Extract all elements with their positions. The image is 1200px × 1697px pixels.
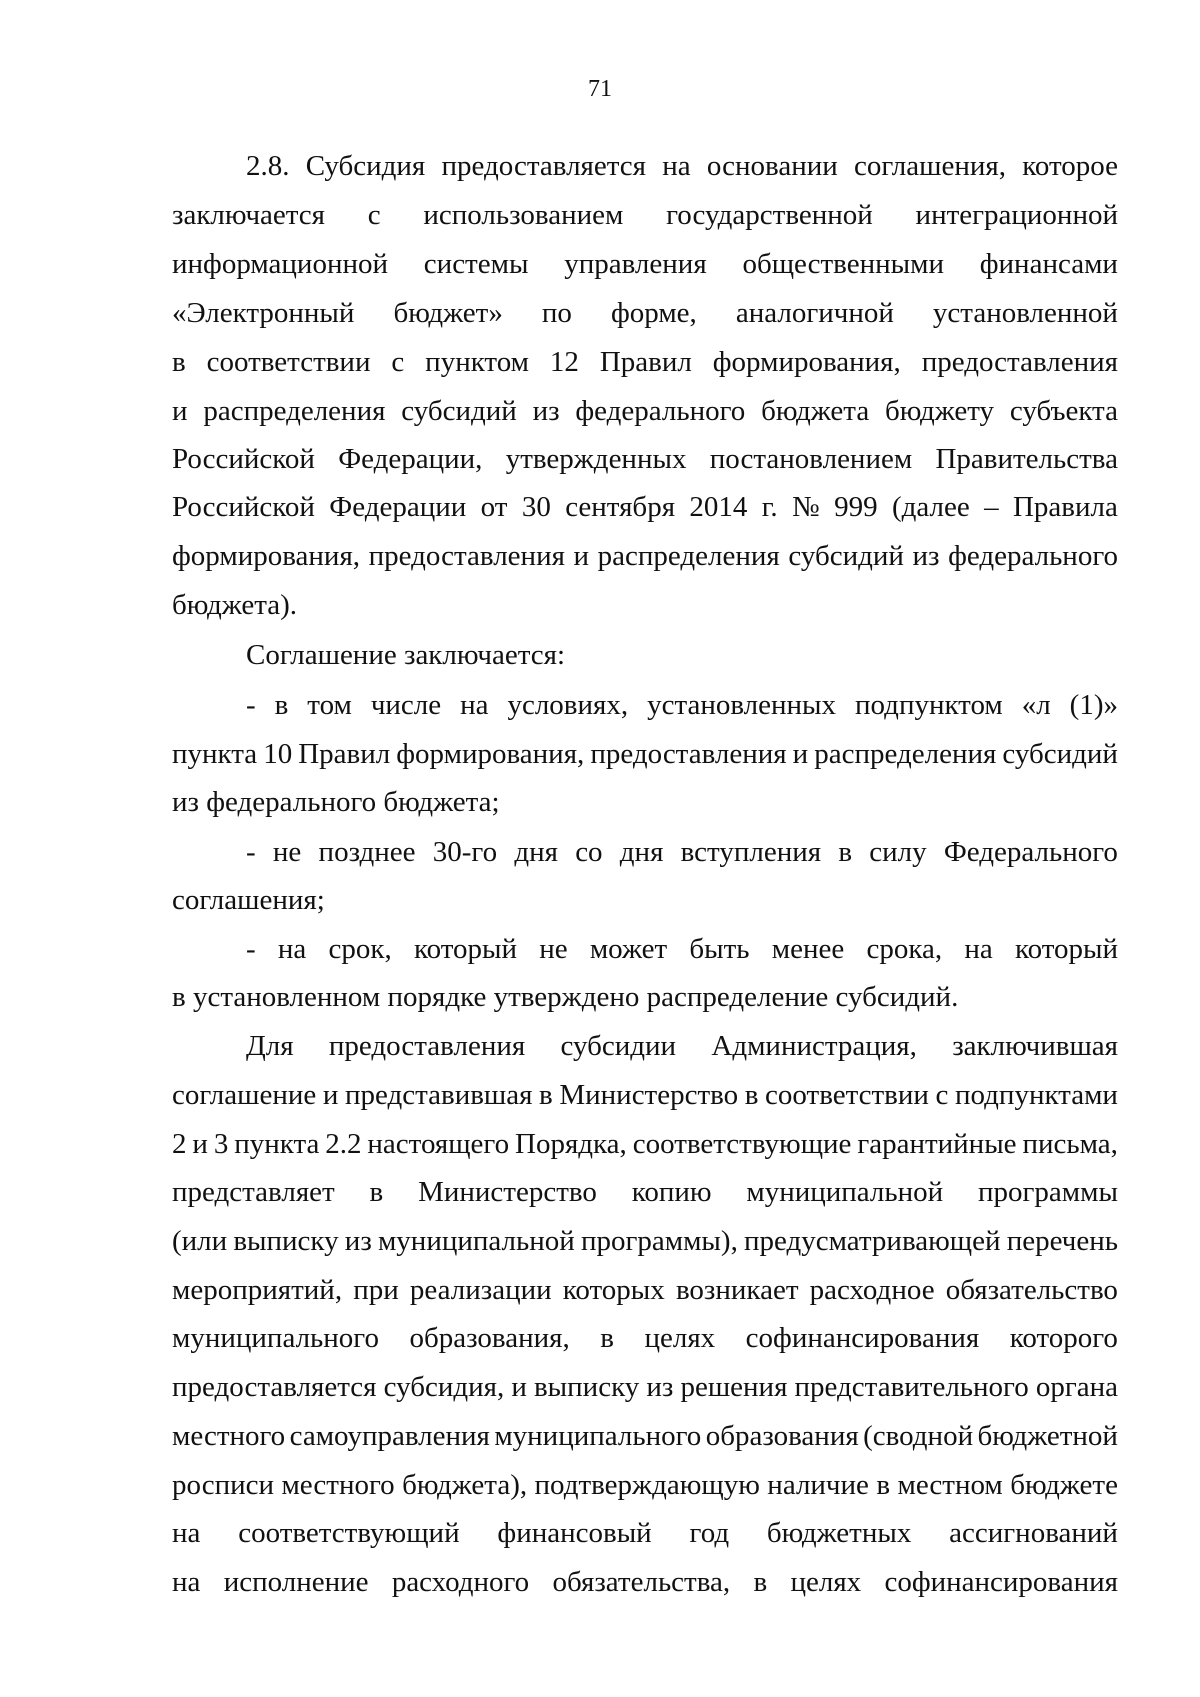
text-line — [246, 684, 1118, 726]
word: наличие — [767, 1469, 869, 1501]
word: из — [172, 786, 199, 818]
word: Российской — [172, 443, 315, 475]
text-line — [172, 584, 1118, 626]
word: установленном — [192, 981, 381, 1013]
word: распределения — [203, 395, 386, 427]
word: перечень — [1006, 1225, 1118, 1257]
word: заключается — [172, 199, 326, 231]
word: предоставления — [368, 540, 565, 572]
word: предоставляется — [172, 1371, 377, 1403]
word: которое — [1022, 150, 1118, 182]
word: пункта — [172, 738, 258, 770]
word: и — [573, 540, 590, 572]
word: и — [322, 1079, 339, 1111]
word: силу — [869, 836, 927, 868]
word: Порядка, — [515, 1128, 627, 1160]
word: представившая — [344, 1079, 533, 1111]
word: «Электронный — [172, 297, 355, 329]
word: форме, — [610, 297, 697, 329]
word: финансами — [979, 248, 1118, 280]
word: - — [246, 933, 256, 965]
text-line — [172, 292, 1118, 334]
word: мероприятий, — [172, 1274, 343, 1306]
word: общественными — [742, 248, 944, 280]
text-line — [246, 1025, 1118, 1067]
word: интеграционной — [915, 199, 1118, 231]
word: росписи — [172, 1469, 275, 1501]
word: подпунктами — [954, 1079, 1118, 1111]
word: и — [192, 1128, 208, 1160]
word: (сводной — [863, 1420, 974, 1452]
word: гарантийные — [857, 1128, 1017, 1160]
word: государственной — [666, 199, 873, 231]
text-line — [246, 145, 1118, 187]
word: субсидий — [788, 540, 904, 572]
word: срок, — [328, 933, 392, 965]
word: расходного — [391, 1566, 530, 1598]
word: который — [413, 933, 517, 965]
word: распределение — [646, 981, 829, 1013]
word: бюджетных — [766, 1517, 912, 1549]
word: самоуправления — [289, 1420, 490, 1452]
text-line — [172, 976, 1118, 1018]
word: Правил — [298, 738, 391, 770]
word: с — [367, 199, 381, 231]
word: на — [662, 150, 691, 182]
word: менее — [771, 933, 845, 965]
word: Правила — [1012, 491, 1118, 523]
word: «л — [1021, 689, 1051, 721]
word: соглашения; — [172, 884, 325, 916]
word: ассигнований — [949, 1517, 1118, 1549]
word: субсидий — [401, 395, 517, 427]
word: выписку — [533, 1371, 640, 1403]
word: образования, — [409, 1322, 570, 1354]
word: Министерство — [418, 1176, 597, 1208]
word: муниципальной — [377, 1225, 575, 1257]
word: подпунктом — [855, 689, 1003, 721]
word: бюджета — [761, 395, 870, 427]
word: может — [589, 933, 668, 965]
word: в — [753, 1566, 768, 1598]
word: - — [246, 836, 256, 868]
word: предоставляется — [441, 150, 646, 182]
word: целях — [644, 1322, 716, 1354]
text-line — [172, 194, 1118, 236]
word: использованием — [423, 199, 624, 231]
text-line — [172, 1269, 1118, 1311]
word: Соглашение — [246, 639, 397, 671]
word: в — [172, 346, 186, 378]
word: федерального — [206, 786, 377, 818]
word: софинансирования — [884, 1566, 1118, 1598]
word: представляет — [172, 1176, 335, 1208]
word: аналогичной — [735, 297, 894, 329]
word: бюджете — [1010, 1469, 1118, 1501]
word: пунктом — [425, 346, 530, 378]
word: образования — [705, 1420, 859, 1452]
word: выписку — [233, 1225, 339, 1257]
text-line — [246, 928, 1118, 970]
word: реализации — [409, 1274, 552, 1306]
text-line — [172, 1171, 1118, 1213]
text-line — [172, 1123, 1118, 1165]
word: 2014 — [689, 491, 748, 523]
word: в — [539, 1079, 553, 1111]
word: из — [344, 1225, 372, 1257]
word: Правительства — [935, 443, 1118, 475]
word: письма, — [1022, 1128, 1118, 1160]
word: № — [792, 491, 820, 523]
text-line — [172, 1512, 1118, 1554]
word: в — [369, 1176, 384, 1208]
word: основании — [706, 150, 838, 182]
word: соответствии — [765, 1079, 929, 1111]
word: обязательства, — [552, 1566, 731, 1598]
text-line — [172, 879, 1118, 921]
text-line — [172, 1415, 1118, 1457]
word: распределения — [814, 738, 997, 770]
word: в — [600, 1322, 614, 1354]
word: бюджету — [885, 395, 995, 427]
word: не — [272, 836, 302, 868]
word: которых — [562, 1274, 665, 1306]
word: федерального — [948, 540, 1118, 572]
word: соглашение — [172, 1079, 317, 1111]
word: из — [646, 1371, 674, 1403]
word: 30 — [521, 491, 551, 523]
word: постановлением — [709, 443, 913, 475]
word: соответствии — [206, 346, 371, 378]
text-line — [172, 341, 1118, 383]
word: предоставления — [921, 346, 1118, 378]
text-line — [172, 1220, 1118, 1262]
word: срока, — [866, 933, 943, 965]
text-line — [172, 438, 1118, 480]
word: Российской — [172, 491, 315, 523]
word: соответствующий — [238, 1517, 460, 1549]
word: субсидий — [1002, 738, 1118, 770]
word: бюджета). — [172, 589, 298, 621]
word: сентября — [565, 491, 676, 523]
word: дня — [514, 836, 558, 868]
word: системы — [423, 248, 529, 280]
word: 2.8. — [246, 150, 290, 182]
word: предусматривающей — [744, 1225, 1001, 1257]
word: Федерального — [943, 836, 1118, 868]
word: субъекта — [1009, 395, 1118, 427]
word: целях — [790, 1566, 862, 1598]
word: и — [172, 395, 188, 427]
word: заключается: — [403, 639, 566, 671]
word: органа — [1035, 1371, 1118, 1403]
word: финансовый — [497, 1517, 652, 1549]
word: в — [274, 689, 289, 721]
word: 3 — [213, 1128, 229, 1160]
word: программы), — [580, 1225, 738, 1257]
word: решения — [680, 1371, 788, 1403]
word: в — [876, 1469, 891, 1501]
word: с — [391, 346, 405, 378]
word: субсидия, — [383, 1371, 505, 1403]
word: субсидии — [560, 1030, 677, 1062]
word: Субсидия — [305, 150, 426, 182]
word: представительного — [794, 1371, 1029, 1403]
word: год — [689, 1517, 730, 1549]
text-line — [172, 535, 1118, 577]
word: г. — [761, 491, 778, 523]
word: – — [984, 491, 999, 523]
word: в — [172, 981, 186, 1013]
text-line — [172, 1561, 1118, 1603]
word: бюджета; — [383, 786, 500, 818]
word: при — [353, 1274, 399, 1306]
word: из — [532, 395, 560, 427]
word: 2.2 — [325, 1128, 362, 1160]
word: порядке — [387, 981, 487, 1013]
word: управления — [564, 248, 707, 280]
word: на — [277, 933, 307, 965]
text-line — [172, 486, 1118, 528]
word: предоставления — [590, 738, 787, 770]
word: который — [1014, 933, 1118, 965]
word: возникает — [675, 1274, 799, 1306]
word: 999 — [834, 491, 878, 523]
word: Федерации — [329, 491, 467, 523]
word: (1)» — [1069, 689, 1118, 721]
word: муниципального — [172, 1322, 379, 1354]
word: утвержденных — [505, 443, 687, 475]
word: подтверждающую — [534, 1469, 760, 1501]
word: которого — [1009, 1322, 1118, 1354]
word: (далее — [891, 491, 970, 523]
word: числе — [370, 689, 442, 721]
word: 2 — [172, 1128, 187, 1160]
word: установленных — [647, 689, 837, 721]
text-line — [172, 390, 1118, 432]
word: настоящего — [367, 1128, 510, 1160]
word: на — [460, 689, 489, 721]
word: в — [838, 836, 853, 868]
word: вступления — [680, 836, 822, 868]
word: обязательство — [945, 1274, 1118, 1306]
word: бюджета), — [402, 1469, 528, 1501]
word: на — [964, 933, 993, 965]
word: Федерации, — [338, 443, 483, 475]
word: 30-го — [432, 836, 498, 868]
word: (или — [172, 1225, 228, 1257]
word: муниципальной — [746, 1176, 944, 1208]
word: федерального — [575, 395, 746, 427]
word: в — [744, 1079, 759, 1111]
word: местного — [281, 1469, 395, 1501]
word: 12 — [549, 346, 579, 378]
word: не — [539, 933, 568, 965]
word: установленной — [932, 297, 1118, 329]
word: и — [511, 1371, 527, 1403]
word: и — [792, 738, 809, 770]
text-line — [172, 781, 1118, 823]
word: формирования, — [172, 540, 361, 572]
word: быть — [689, 933, 750, 965]
word: местного — [172, 1420, 286, 1452]
word: заключившая — [952, 1030, 1118, 1062]
word: местном — [897, 1469, 1003, 1501]
word: информационной — [172, 248, 389, 280]
text-line — [172, 1074, 1118, 1116]
word: исполнение — [223, 1566, 369, 1598]
word: Администрация, — [711, 1030, 917, 1062]
word: - — [246, 689, 256, 721]
word: условиях, — [507, 689, 629, 721]
word: позднее — [318, 836, 416, 868]
word: софинансирования — [745, 1322, 980, 1354]
word: утверждено — [493, 981, 640, 1013]
word: муниципального — [494, 1420, 702, 1452]
word: бюджетной — [977, 1420, 1118, 1452]
word: от — [480, 491, 508, 523]
word: Для — [246, 1030, 294, 1062]
word: программы — [978, 1176, 1118, 1208]
text-line — [246, 634, 1118, 676]
word: на — [172, 1517, 201, 1549]
page-number: 71 — [588, 76, 612, 102]
text-line — [172, 733, 1118, 775]
word: на — [172, 1566, 201, 1598]
word: пункта — [234, 1128, 320, 1160]
word: по — [541, 297, 572, 329]
text-line — [172, 1317, 1118, 1359]
word: распределения — [597, 540, 780, 572]
text-line — [172, 1464, 1118, 1506]
text-line — [172, 243, 1118, 285]
word: субсидий. — [835, 981, 959, 1013]
word: с — [935, 1079, 949, 1111]
word: копию — [631, 1176, 712, 1208]
word: расходное — [809, 1274, 935, 1306]
word: 10 — [263, 738, 293, 770]
word: из — [912, 540, 940, 572]
text-line — [172, 1366, 1118, 1408]
word: бюджет» — [393, 297, 503, 329]
word: Правил — [599, 346, 692, 378]
word: том — [307, 689, 352, 721]
word: формирования, — [712, 346, 901, 378]
word: формирования, — [396, 738, 585, 770]
word: соответствующие — [632, 1128, 852, 1160]
word: Министерство — [559, 1079, 739, 1111]
text-line — [246, 831, 1118, 873]
word: дня — [619, 836, 664, 868]
word: со — [575, 836, 603, 868]
word: предоставления — [328, 1030, 526, 1062]
word: соглашения, — [854, 150, 1006, 182]
